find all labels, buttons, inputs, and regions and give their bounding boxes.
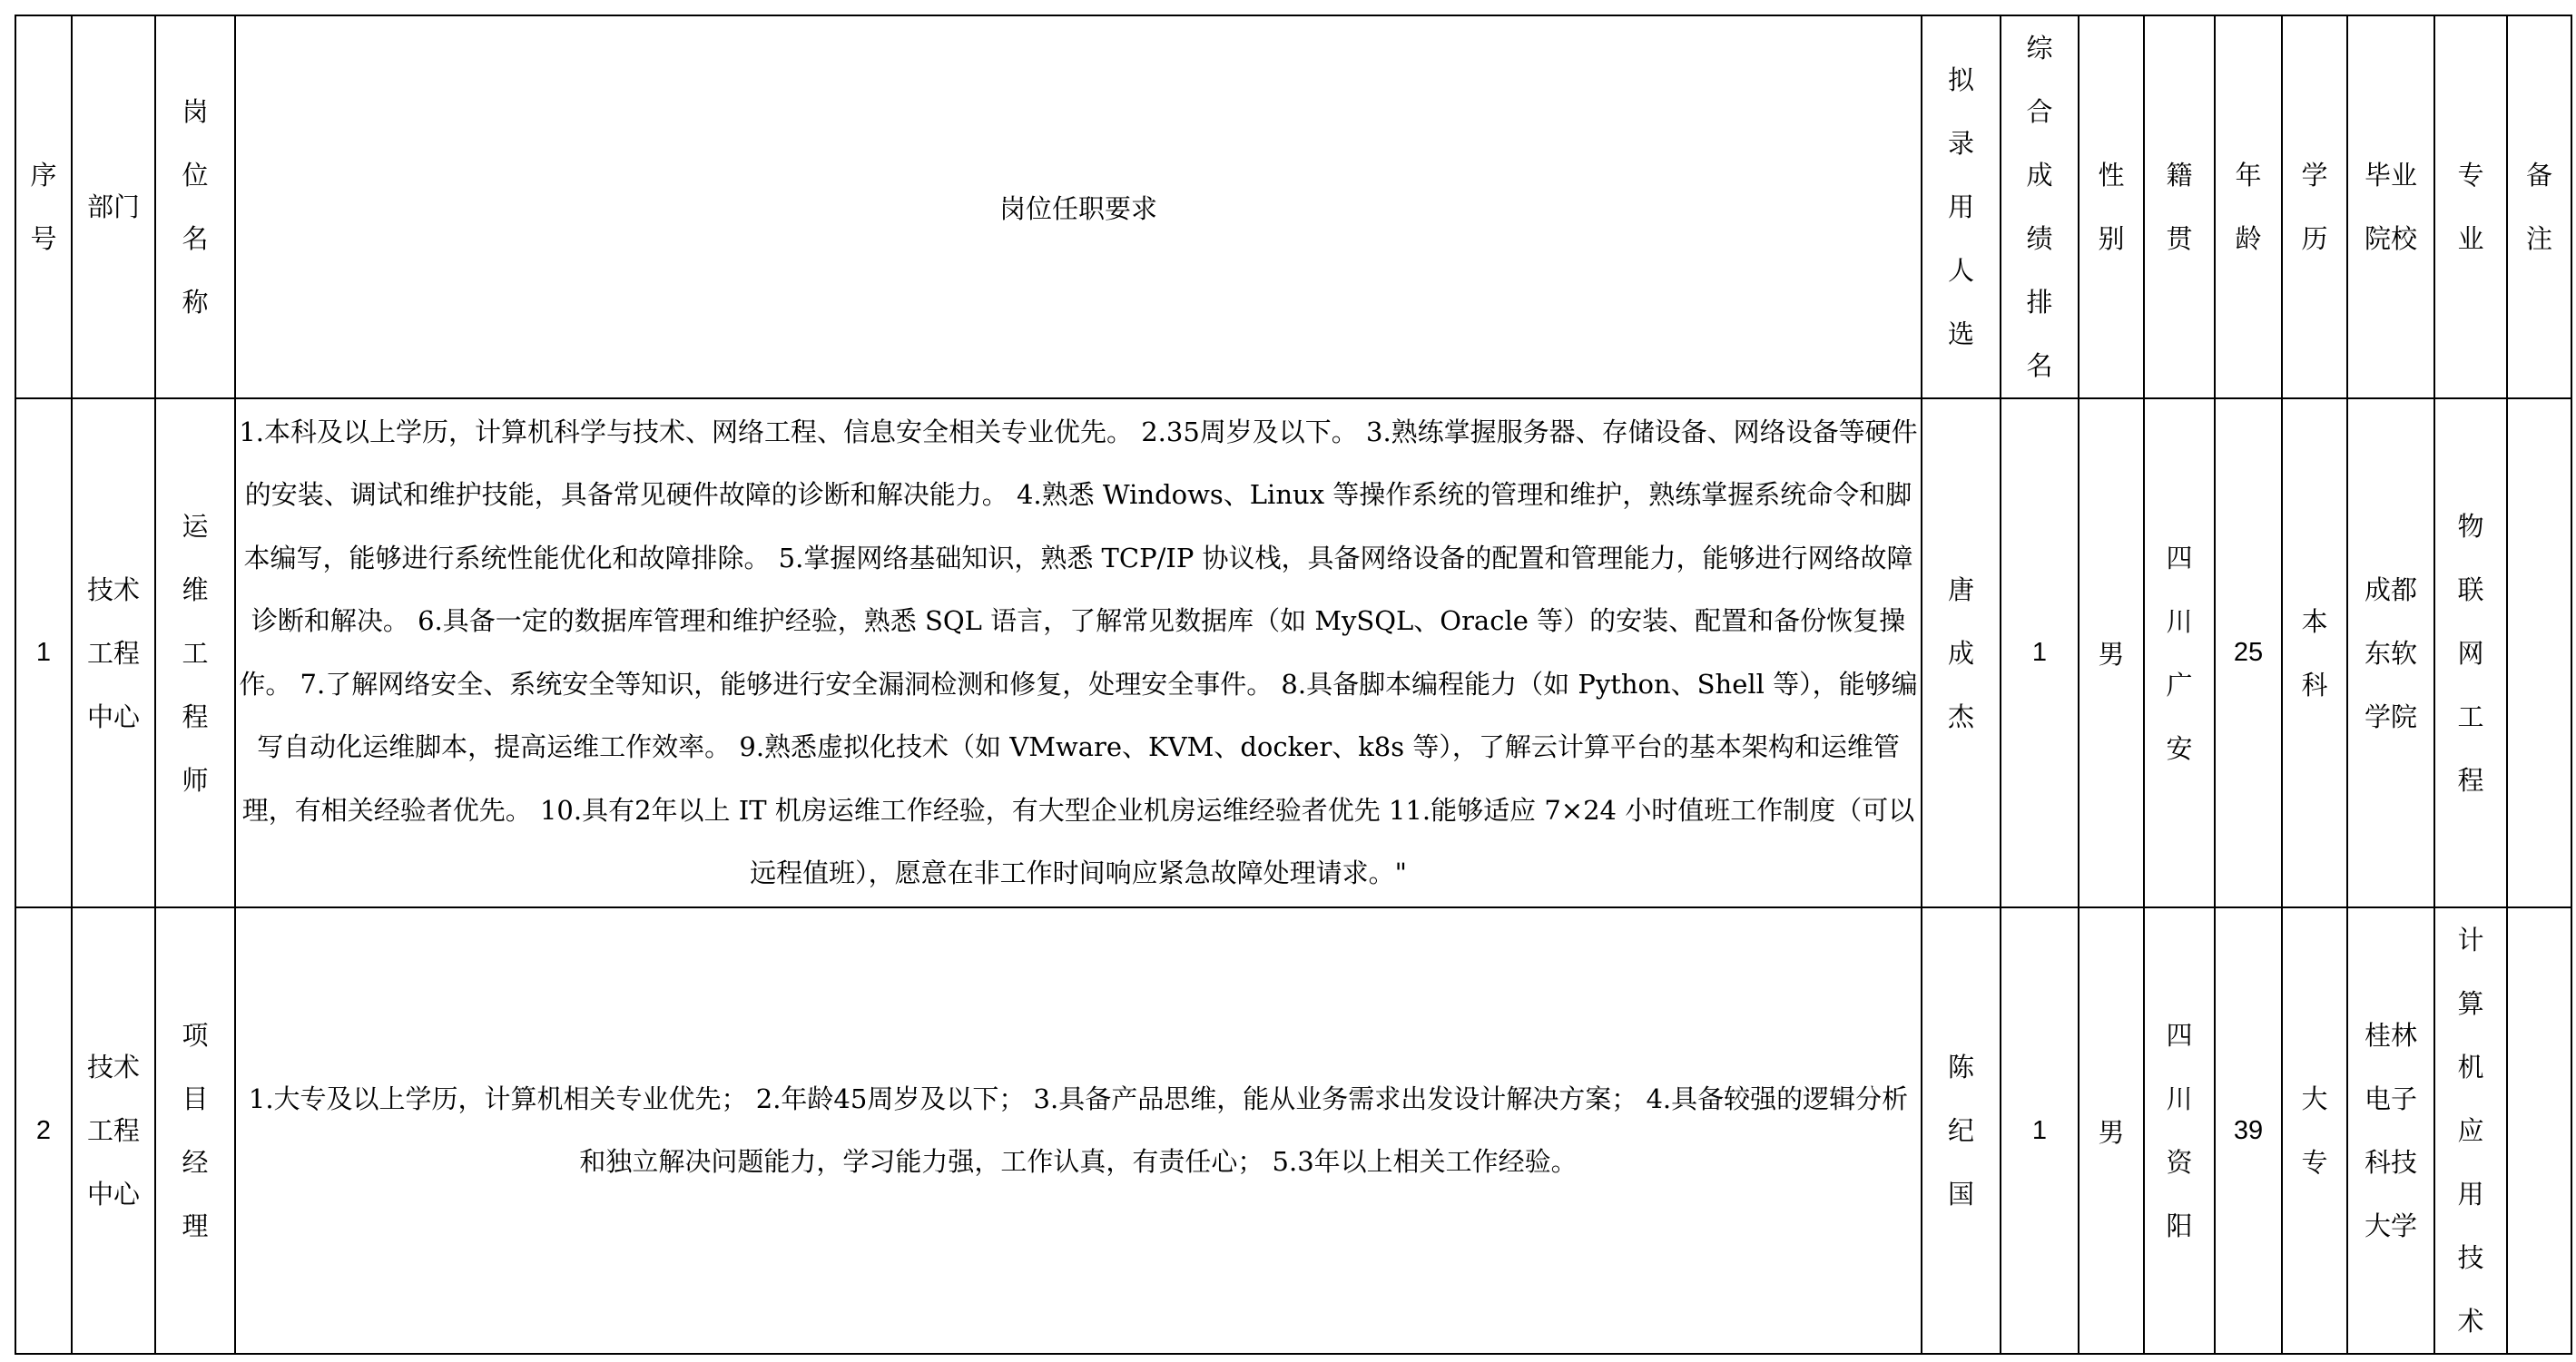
cell-origin: 四川资阳 (2144, 907, 2215, 1354)
header-origin: 籍贯 (2144, 15, 2215, 398)
cell-requirements: 1.大专及以上学历，计算机相关专业优先； 2.年龄45周岁及以下； 3.具备产品思维，能从业务需求出发设计解决方案； 4.具备较强的逻辑分析和独立解决问题能力，学习能力强，工作认真，有责任心； 5.3年以上相关工作经验。 (235, 907, 1922, 1354)
header-department: 部门 (72, 15, 155, 398)
cell-gender: 男 (2079, 907, 2144, 1354)
table-row (15, 398, 2571, 907)
header-candidate: 拟录用人选 (1922, 15, 2001, 398)
cell-candidate: 陈纪国 (1922, 907, 2001, 1354)
header-education: 学历 (2282, 15, 2347, 398)
table-row (15, 907, 2571, 1354)
cell-position: 项目经理 (155, 907, 235, 1354)
cell-candidate: 唐成杰 (1922, 398, 2001, 907)
cell-school: 成都东软学院 (2347, 398, 2434, 907)
cell-age: 39 (2215, 907, 2282, 1354)
cell-ranking: 1 (2001, 398, 2079, 907)
cell-ranking: 1 (2001, 907, 2079, 1354)
table-header-row (15, 15, 2571, 398)
header-remarks: 备注 (2507, 15, 2571, 398)
cell-gender: 男 (2079, 398, 2144, 907)
header-position: 岗位名称 (155, 15, 235, 398)
cell-education: 本科 (2282, 398, 2347, 907)
header-major: 专业 (2434, 15, 2507, 398)
cell-origin: 四川广安 (2144, 398, 2215, 907)
cell-requirements: 1.本科及以上学历，计算机科学与技术、网络工程、信息安全相关专业优先。 2.35周岁及以下。 3.熟练掌握服务器、存储设备、网络设备等硬件的安装、调试和维护技能，具备常见硬件故障的诊断和解决能力。 4.熟悉 Windows、Linux 等操作系统的管理和维护，熟练掌握系统命令和脚本编写，能够进行系统性能优化和故障排除。 5.掌握网络基础知识，熟悉 TCP/IP 协议栈，具备网络设备的配置和管理能力，能够进行网络故障诊断和解决。 6.具备一定的数据库管理和维护经验，熟悉 SQL 语言，了解常见数据库（如 MySQL、Oracle 等）的安装、配置和备份恢复操作。 7.了解网络安全、系统安全等知识，能够进行安全漏洞检测和修复，处理安全事件。 8.具备脚本编程能力（如 Python、Shell 等），能够编写自动化运维脚本，提高运维工作效率。 9.熟悉虚拟化技术（如 VMware、KVM、docker、k8s 等），了解云计算平台的基本架构和运维管理，有相关经验者优先。 10.具有2年以上 IT 机房运维工作经验，有大型企业机房运维经验者优先 11.能够适应 7×24 小时值班工作制度（可以远程值班），愿意在非工作时间响应紧急故障处理请求。" (235, 398, 1922, 907)
cell-remarks (2507, 398, 2571, 907)
header-requirements: 岗位任职要求 (235, 15, 1922, 398)
cell-education: 大专 (2282, 907, 2347, 1354)
cell-school: 桂林电子科技大学 (2347, 907, 2434, 1354)
cell-major: 物联网工程 (2434, 398, 2507, 907)
header-age: 年龄 (2215, 15, 2282, 398)
cell-index: 2 (15, 907, 72, 1354)
cell-index: 1 (15, 398, 72, 907)
header-ranking: 综合成绩排名 (2001, 15, 2079, 398)
cell-department: 技术工程中心 (72, 398, 155, 907)
cell-major: 计算机应用技术 (2434, 907, 2507, 1354)
cell-age: 25 (2215, 398, 2282, 907)
header-index: 序号 (15, 15, 72, 398)
personnel-table (15, 15, 2572, 1355)
cell-department: 技术工程中心 (72, 907, 155, 1354)
cell-remarks (2507, 907, 2571, 1354)
header-school: 毕业院校 (2347, 15, 2434, 398)
cell-position: 运维工程师 (155, 398, 235, 907)
header-gender: 性别 (2079, 15, 2144, 398)
